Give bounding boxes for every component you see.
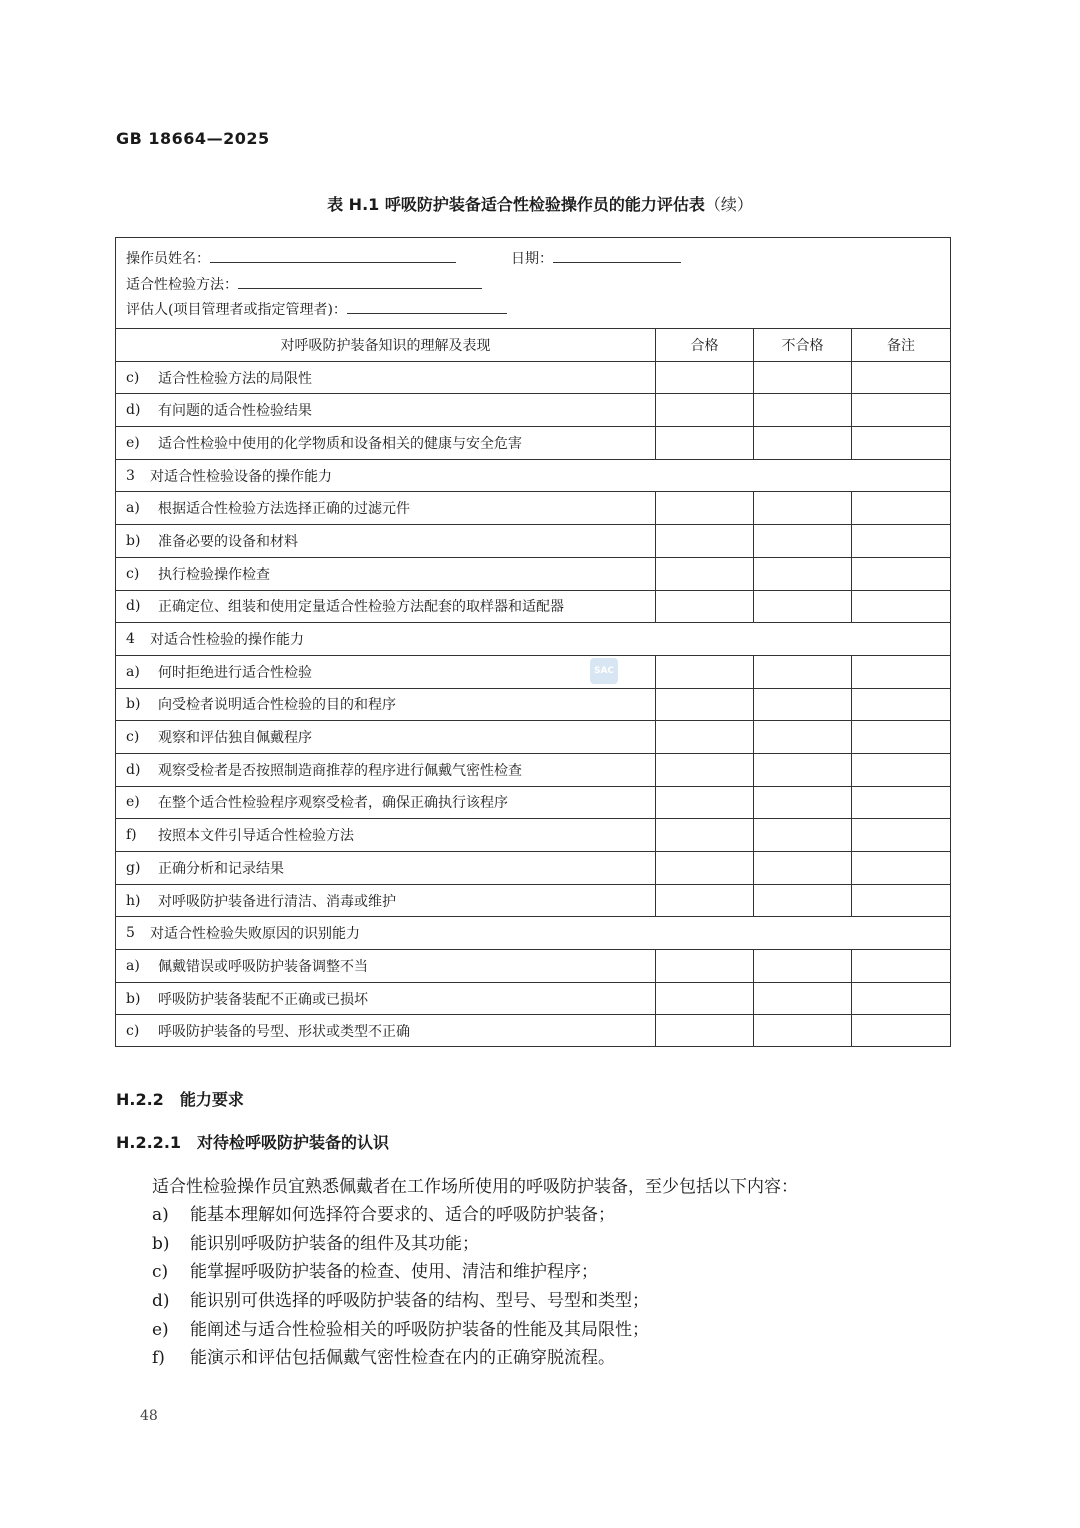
table-row bbox=[116, 491, 950, 524]
requirements-list bbox=[152, 1201, 649, 1373]
section-text: 对适合性检验失败原因的识别能力 bbox=[150, 926, 360, 943]
standard-code: GB 18664—2025 bbox=[116, 129, 270, 148]
item-cell bbox=[116, 656, 656, 688]
item-cell bbox=[116, 591, 656, 623]
note-cell[interactable] bbox=[852, 427, 950, 459]
list-item-text: 能掌握呼吸防护装备的检查、使用、清洁和维护程序； bbox=[190, 1262, 598, 1283]
date-field bbox=[511, 248, 681, 268]
item-cell bbox=[116, 721, 656, 753]
table-row bbox=[116, 753, 950, 786]
item-letter: e) bbox=[126, 794, 140, 811]
note-cell[interactable] bbox=[852, 819, 950, 851]
list-item-letter: e) bbox=[152, 1319, 169, 1340]
item-text: 呼吸防护装备装配不正确或已损坏 bbox=[158, 991, 368, 1008]
item-cell bbox=[116, 885, 656, 917]
list-item-text: 能识别呼吸防护装备的组件及其功能； bbox=[190, 1233, 479, 1254]
fail-cell[interactable] bbox=[754, 754, 852, 786]
pass-cell[interactable] bbox=[656, 525, 754, 557]
fail-cell[interactable] bbox=[754, 852, 852, 884]
table-row bbox=[116, 361, 950, 394]
section-text: 对适合性检验设备的操作能力 bbox=[150, 468, 332, 485]
table-row bbox=[116, 786, 950, 819]
item-text: 正确分析和记录结果 bbox=[158, 860, 284, 877]
table-row bbox=[116, 459, 950, 492]
pass-cell[interactable] bbox=[656, 394, 754, 426]
note-cell[interactable] bbox=[852, 656, 950, 688]
pass-cell[interactable] bbox=[656, 427, 754, 459]
pass-cell[interactable] bbox=[656, 558, 754, 590]
table-row bbox=[116, 622, 950, 655]
item-letter: c) bbox=[126, 369, 140, 386]
assessor-line bbox=[347, 299, 507, 314]
fail-cell[interactable] bbox=[754, 427, 852, 459]
fail-cell[interactable] bbox=[754, 656, 852, 688]
item-text: 正确定位、组装和使用定量适合性检验方法配套的取样器和适配器 bbox=[158, 599, 564, 616]
list-item bbox=[152, 1230, 649, 1259]
note-cell[interactable] bbox=[852, 591, 950, 623]
pass-cell[interactable] bbox=[656, 852, 754, 884]
item-letter: d) bbox=[126, 761, 141, 778]
fail-cell[interactable] bbox=[754, 525, 852, 557]
item-letter: a) bbox=[126, 500, 140, 517]
item-letter: a) bbox=[126, 957, 140, 974]
pass-cell[interactable] bbox=[656, 1015, 754, 1047]
fail-cell[interactable] bbox=[754, 950, 852, 982]
method-line bbox=[238, 274, 482, 289]
item-letter: b) bbox=[126, 532, 141, 549]
item-cell bbox=[116, 492, 656, 524]
item-text: 呼吸防护装备的号型、形状或类型不正确 bbox=[158, 1024, 410, 1041]
item-letter: h) bbox=[126, 892, 141, 909]
pass-cell[interactable] bbox=[656, 885, 754, 917]
assessor-field bbox=[126, 299, 507, 319]
table-row bbox=[116, 524, 950, 557]
section-title: 能力要求 bbox=[179, 1090, 244, 1109]
list-item-letter: c) bbox=[152, 1262, 169, 1283]
list-item-letter: f) bbox=[152, 1348, 165, 1369]
table-row bbox=[116, 1014, 950, 1047]
note-cell[interactable] bbox=[852, 362, 950, 394]
item-letter: b) bbox=[126, 696, 141, 713]
note-cell[interactable] bbox=[852, 525, 950, 557]
list-item-text: 能阐述与适合性检验相关的呼吸防护装备的性能及其局限性； bbox=[190, 1319, 649, 1340]
column-fail: 不合格 bbox=[754, 329, 852, 361]
assessment-table bbox=[115, 237, 951, 1047]
date-label: 日期： bbox=[511, 251, 553, 267]
fail-cell[interactable] bbox=[754, 721, 852, 753]
item-letter: d) bbox=[126, 402, 141, 419]
table-row bbox=[116, 916, 950, 949]
table-row bbox=[116, 884, 950, 917]
list-item-letter: d) bbox=[152, 1291, 170, 1312]
item-text: 向受检者说明适合性检验的目的和程序 bbox=[158, 697, 396, 714]
fail-cell[interactable] bbox=[754, 591, 852, 623]
assessor-label: 评估人(项目管理者或指定管理者)： bbox=[126, 302, 347, 318]
item-text: 观察和评估独自佩戴程序 bbox=[158, 730, 312, 747]
item-letter: d) bbox=[126, 598, 141, 615]
list-item-text: 能基本理解如何选择符合要求的、适合的呼吸防护装备； bbox=[190, 1205, 615, 1225]
item-text: 适合性检验中使用的化学物质和设备相关的健康与安全危害 bbox=[158, 435, 522, 452]
note-cell[interactable] bbox=[852, 558, 950, 590]
section-row-cell bbox=[116, 917, 950, 949]
list-item-letter: a) bbox=[152, 1205, 169, 1225]
table-row bbox=[116, 851, 950, 884]
item-cell bbox=[116, 525, 656, 557]
note-cell[interactable] bbox=[852, 950, 950, 982]
fail-cell[interactable] bbox=[754, 558, 852, 590]
item-cell bbox=[116, 394, 656, 426]
operator-name-field bbox=[126, 248, 456, 268]
section-row-cell bbox=[116, 623, 950, 655]
table-row bbox=[116, 982, 950, 1015]
item-letter: g) bbox=[126, 859, 141, 876]
list-item bbox=[152, 1344, 649, 1373]
note-cell[interactable] bbox=[852, 1015, 950, 1047]
pass-cell[interactable] bbox=[656, 721, 754, 753]
item-text: 在整个适合性检验程序观察受检者，确保正确执行该程序 bbox=[158, 795, 508, 812]
item-cell bbox=[116, 427, 656, 459]
fail-cell[interactable] bbox=[754, 394, 852, 426]
table-row bbox=[116, 818, 950, 851]
list-item-text: 能识别可供选择的呼吸防护装备的结构、型号、号型和类型； bbox=[190, 1291, 649, 1312]
section-number: H.2.2 bbox=[116, 1090, 164, 1109]
section-number: 4 bbox=[126, 631, 135, 648]
item-cell bbox=[116, 1015, 656, 1047]
pass-cell[interactable] bbox=[656, 689, 754, 721]
section-text: 对适合性检验的操作能力 bbox=[150, 632, 304, 649]
item-letter: b) bbox=[126, 990, 141, 1007]
pass-cell[interactable] bbox=[656, 754, 754, 786]
item-cell bbox=[116, 754, 656, 786]
intro-paragraph: 适合性检验操作员宜熟悉佩戴者在工作场所使用的呼吸防护装备，至少包括以下内容： bbox=[152, 1177, 798, 1197]
table-row bbox=[116, 426, 950, 459]
table-column-header bbox=[116, 328, 950, 361]
pass-cell[interactable] bbox=[656, 492, 754, 524]
column-pass: 合格 bbox=[656, 329, 754, 361]
pass-cell[interactable] bbox=[656, 983, 754, 1015]
section-number: H.2.2.1 bbox=[116, 1133, 182, 1152]
table-title-suffix: （续） bbox=[704, 195, 753, 214]
section-heading-h2221 bbox=[116, 1130, 389, 1153]
item-text: 适合性检验方法的局限性 bbox=[158, 370, 312, 387]
list-item bbox=[152, 1316, 649, 1345]
table-title bbox=[0, 192, 1080, 215]
table-row bbox=[116, 688, 950, 721]
date-line bbox=[553, 248, 681, 263]
section-heading-h222 bbox=[116, 1087, 244, 1110]
fail-cell[interactable] bbox=[754, 492, 852, 524]
table-grid bbox=[116, 328, 950, 1047]
fail-cell[interactable] bbox=[754, 689, 852, 721]
method-field bbox=[126, 274, 482, 294]
pass-cell[interactable] bbox=[656, 591, 754, 623]
table-row bbox=[116, 590, 950, 623]
section-row-cell bbox=[116, 460, 950, 492]
operator-name-label: 操作员姓名： bbox=[126, 251, 210, 267]
table-row bbox=[116, 557, 950, 590]
item-text: 执行检验操作检查 bbox=[158, 566, 270, 583]
fail-cell[interactable] bbox=[754, 885, 852, 917]
pass-cell[interactable] bbox=[656, 787, 754, 819]
fail-cell[interactable] bbox=[754, 983, 852, 1015]
fail-cell[interactable] bbox=[754, 819, 852, 851]
item-letter: c) bbox=[126, 729, 140, 746]
item-cell bbox=[116, 689, 656, 721]
list-item-text: 能演示和评估包括佩戴气密性检查在内的正确穿脱流程。 bbox=[190, 1348, 615, 1369]
pass-cell[interactable] bbox=[656, 819, 754, 851]
fail-cell[interactable] bbox=[754, 362, 852, 394]
item-letter: f) bbox=[126, 827, 137, 844]
table-row bbox=[116, 655, 950, 688]
list-item-letter: b) bbox=[152, 1233, 170, 1254]
pass-cell[interactable] bbox=[656, 362, 754, 394]
note-cell[interactable] bbox=[852, 689, 950, 721]
list-item bbox=[152, 1201, 649, 1230]
list-item bbox=[152, 1287, 649, 1316]
page-number: 48 bbox=[140, 1408, 158, 1424]
fail-cell[interactable] bbox=[754, 787, 852, 819]
method-label: 适合性检验方法： bbox=[126, 277, 238, 293]
note-cell[interactable] bbox=[852, 787, 950, 819]
item-text: 观察受检者是否按照制造商推荐的程序进行佩戴气密性检查 bbox=[158, 762, 522, 779]
pass-cell[interactable] bbox=[656, 656, 754, 688]
item-text: 准备必要的设备和材料 bbox=[158, 533, 298, 550]
item-text: 有问题的适合性检验结果 bbox=[158, 403, 312, 420]
item-letter: a) bbox=[126, 663, 140, 680]
operator-name-line bbox=[210, 248, 456, 263]
pass-cell[interactable] bbox=[656, 950, 754, 982]
item-letter: c) bbox=[126, 565, 140, 582]
item-cell bbox=[116, 950, 656, 982]
note-cell[interactable] bbox=[852, 492, 950, 524]
table-row bbox=[116, 949, 950, 982]
watermark-logo: SAC bbox=[590, 658, 618, 684]
column-note: 备注 bbox=[887, 337, 915, 354]
section-title: 对待检呼吸防护装备的认识 bbox=[197, 1133, 390, 1152]
item-letter: e) bbox=[126, 434, 140, 451]
item-text: 对呼吸防护装备进行清洁、消毒或维护 bbox=[158, 893, 396, 910]
note-cell[interactable] bbox=[852, 754, 950, 786]
fail-cell[interactable] bbox=[754, 1015, 852, 1047]
note-cell[interactable] bbox=[852, 721, 950, 753]
note-cell[interactable] bbox=[852, 885, 950, 917]
section-number: 5 bbox=[126, 925, 135, 942]
table-row bbox=[116, 720, 950, 753]
item-text: 何时拒绝进行适合性检验 bbox=[158, 664, 312, 681]
item-cell bbox=[116, 983, 656, 1015]
note-cell[interactable] bbox=[852, 394, 950, 426]
item-cell bbox=[116, 558, 656, 590]
item-letter: c) bbox=[126, 1023, 140, 1040]
item-text: 佩戴错误或呼吸防护装备调整不当 bbox=[158, 958, 368, 975]
item-text: 根据适合性检验方法选择正确的过滤元件 bbox=[158, 501, 410, 518]
table-title-text: 表 H.1 呼吸防护装备适合性检验操作员的能力评估表 bbox=[327, 195, 705, 214]
column-item: 对呼吸防护装备知识的理解及表现 bbox=[116, 329, 656, 361]
note-cell[interactable] bbox=[852, 852, 950, 884]
item-text: 按照本文件引导适合性检验方法 bbox=[158, 828, 354, 845]
list-item bbox=[152, 1258, 649, 1287]
item-cell bbox=[116, 852, 656, 884]
table-row bbox=[116, 393, 950, 426]
item-cell bbox=[116, 787, 656, 819]
section-number: 3 bbox=[126, 467, 135, 484]
table-header-fields bbox=[116, 238, 950, 328]
item-cell bbox=[116, 362, 656, 394]
note-cell[interactable] bbox=[852, 983, 950, 1015]
item-cell bbox=[116, 819, 656, 851]
